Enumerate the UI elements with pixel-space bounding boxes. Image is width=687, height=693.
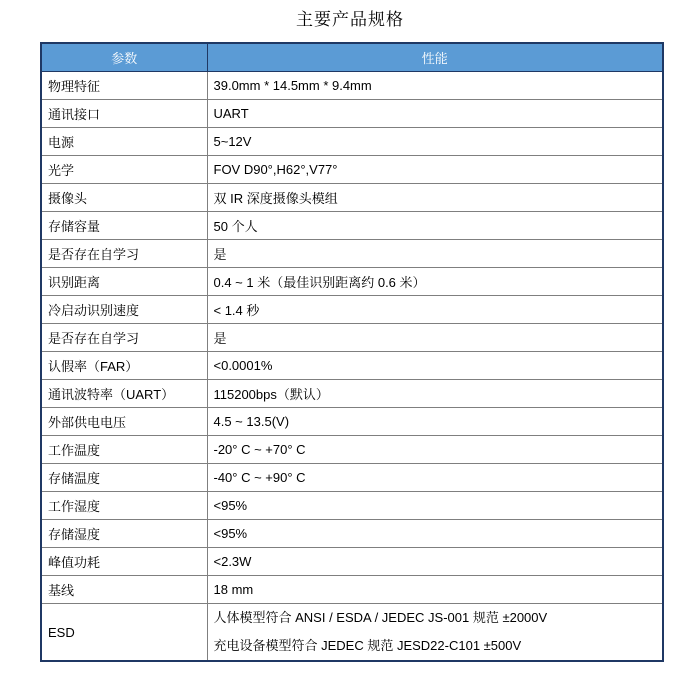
table-row — [41, 492, 663, 520]
table-row — [41, 156, 663, 184]
header-performance: 性能 — [207, 43, 663, 72]
param-cell: 外部供电电压 — [41, 408, 207, 436]
param-cell: 物理特征 — [41, 72, 207, 100]
table-row — [41, 296, 663, 324]
value-cell: 115200bps（默认） — [207, 380, 663, 408]
param-cell: 认假率（FAR） — [41, 352, 207, 380]
param-cell: 峰值功耗 — [41, 548, 207, 576]
param-cell: 存储温度 — [41, 464, 207, 492]
table-row — [41, 548, 663, 576]
table-row — [41, 268, 663, 296]
value-cell: 5~12V — [207, 128, 663, 156]
value-cell: FOV D90°,H62°,V77° — [207, 156, 663, 184]
param-cell: 摄像头 — [41, 184, 207, 212]
param-cell: 冷启动识别速度 — [41, 296, 207, 324]
spec-table — [40, 42, 664, 662]
table-row — [41, 240, 663, 268]
table-row — [41, 184, 663, 212]
table-row — [41, 100, 663, 128]
value-cell: <95% — [207, 492, 663, 520]
value-cell: 18 mm — [207, 576, 663, 604]
table-row — [41, 436, 663, 464]
table-row-esd — [41, 604, 663, 662]
table-row — [41, 72, 663, 100]
param-cell: 存储容量 — [41, 212, 207, 240]
param-cell: 是否存在自学习 — [41, 240, 207, 268]
param-cell: 是否存在自学习 — [41, 324, 207, 352]
value-cell: 0.4 ~ 1 米（最佳识别距离约 0.6 米） — [207, 268, 663, 296]
value-cell: 50 个人 — [207, 212, 663, 240]
table-row — [41, 128, 663, 156]
table-row — [41, 576, 663, 604]
table-row — [41, 380, 663, 408]
value-cell: <2.3W — [207, 548, 663, 576]
param-cell: 工作温度 — [41, 436, 207, 464]
esd-human-body-model: 人体模型符合 ANSI / ESDA / JEDEC JS-001 规范 ±2000V — [213, 610, 548, 625]
esd-charged-device-model: 充电设备模型符合 JEDEC 规范 JESD22-C101 ±500V — [213, 638, 522, 653]
param-cell: 光学 — [41, 156, 207, 184]
param-cell: 通讯波特率（UART） — [41, 380, 207, 408]
table-row — [41, 324, 663, 352]
value-cell: 39.0mm * 14.5mm * 9.4mm — [207, 72, 663, 100]
param-cell: 电源 — [41, 128, 207, 156]
value-cell: <0.0001% — [207, 352, 663, 380]
value-cell-esd — [207, 604, 663, 662]
value-cell: 双 IR 深度摄像头模组 — [207, 184, 663, 212]
table-row — [41, 212, 663, 240]
table-row — [41, 464, 663, 492]
document-title: 主要产品规格 — [296, 10, 404, 30]
param-cell: 存储湿度 — [41, 520, 207, 548]
param-cell-esd: ESD — [41, 604, 207, 662]
param-cell: 识别距离 — [41, 268, 207, 296]
table-row — [41, 352, 663, 380]
table-header-row — [41, 43, 663, 72]
value-cell: <95% — [207, 520, 663, 548]
param-cell: 通讯接口 — [41, 100, 207, 128]
value-cell: 是 — [207, 240, 663, 268]
param-cell: 工作湿度 — [41, 492, 207, 520]
table-row — [41, 408, 663, 436]
table-row — [41, 520, 663, 548]
value-cell: < 1.4 秒 — [207, 296, 663, 324]
value-cell: UART — [207, 100, 663, 128]
value-cell: -20° C ~ +70° C — [207, 436, 663, 464]
param-cell: 基线 — [41, 576, 207, 604]
header-param: 参数 — [41, 43, 207, 72]
value-cell: -40° C ~ +90° C — [207, 464, 663, 492]
value-cell: 是 — [207, 324, 663, 352]
value-cell: 4.5 ~ 13.5(V) — [207, 408, 663, 436]
